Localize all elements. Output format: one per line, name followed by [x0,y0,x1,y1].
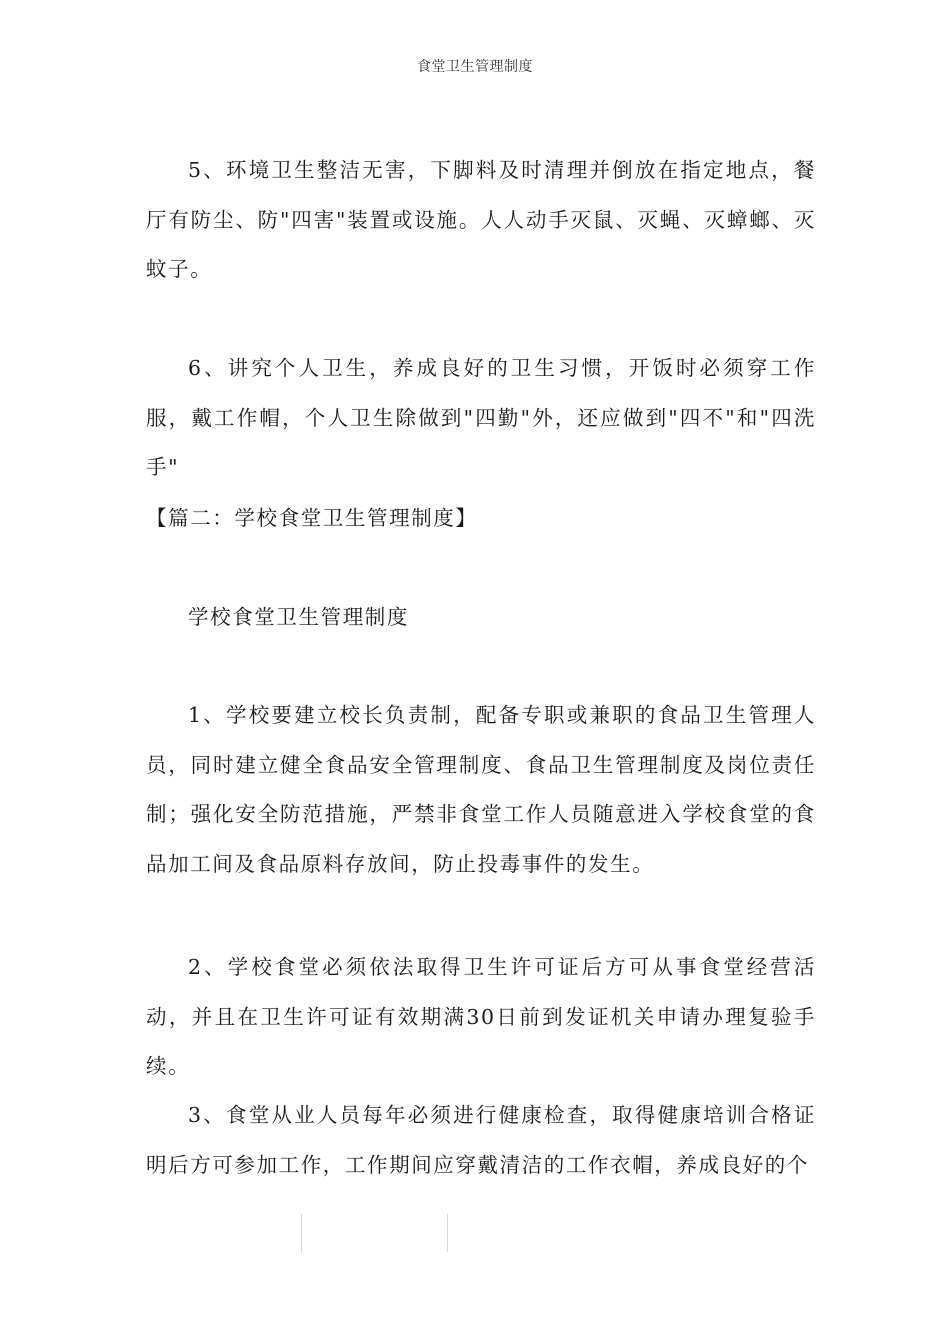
section-heading-part-two: 【篇二：学校食堂卫生管理制度】 [146,506,478,530]
page-header-title: 食堂卫生管理制度 [417,59,533,75]
footer-divider-right [447,1214,448,1252]
footer-divider-left [301,1214,302,1252]
paragraph-hygiene-license: 2、学校食堂必须依法取得卫生许可证后方可从事食堂经营活动，并且在卫生许可证有效期满30日前到发证机关申请办理复验手续。 [146,955,816,1078]
paragraph-principal-responsibility: 1、学校要建立校长负责制，配备专职或兼职的食品卫生管理人员，同时建立健全食品安全管理制度、食品卫生管理制度及岗位责任制；强化安全防范措施，严禁非食堂工作人员随意进入学校食堂的食品加工间及食品原料存放间，防止投毒事件的发生。 [146,703,816,876]
section-subtitle: 学校食堂卫生管理制度 [188,605,409,629]
paragraph-personal-hygiene: 6、讲究个人卫生，养成良好的卫生习惯，开饭时必须穿工作服，戴工作帽，个人卫生除做到"四勤"外，还应做到"四不"和"四洗手" [146,356,816,479]
paragraph-health-check: 3、食堂从业人员每年必须进行健康检查，取得健康培训合格证明后方可参加工作，工作期间应穿戴清洁的工作衣帽，养成良好的个 [146,1103,816,1177]
paragraph-environment-hygiene: 5、环境卫生整洁无害，下脚料及时清理并倒放在指定地点，餐厅有防尘、防"四害"装置或设施。人人动手灭鼠、灭蝇、灭蟑螂、灭蚊子。 [146,158,816,281]
